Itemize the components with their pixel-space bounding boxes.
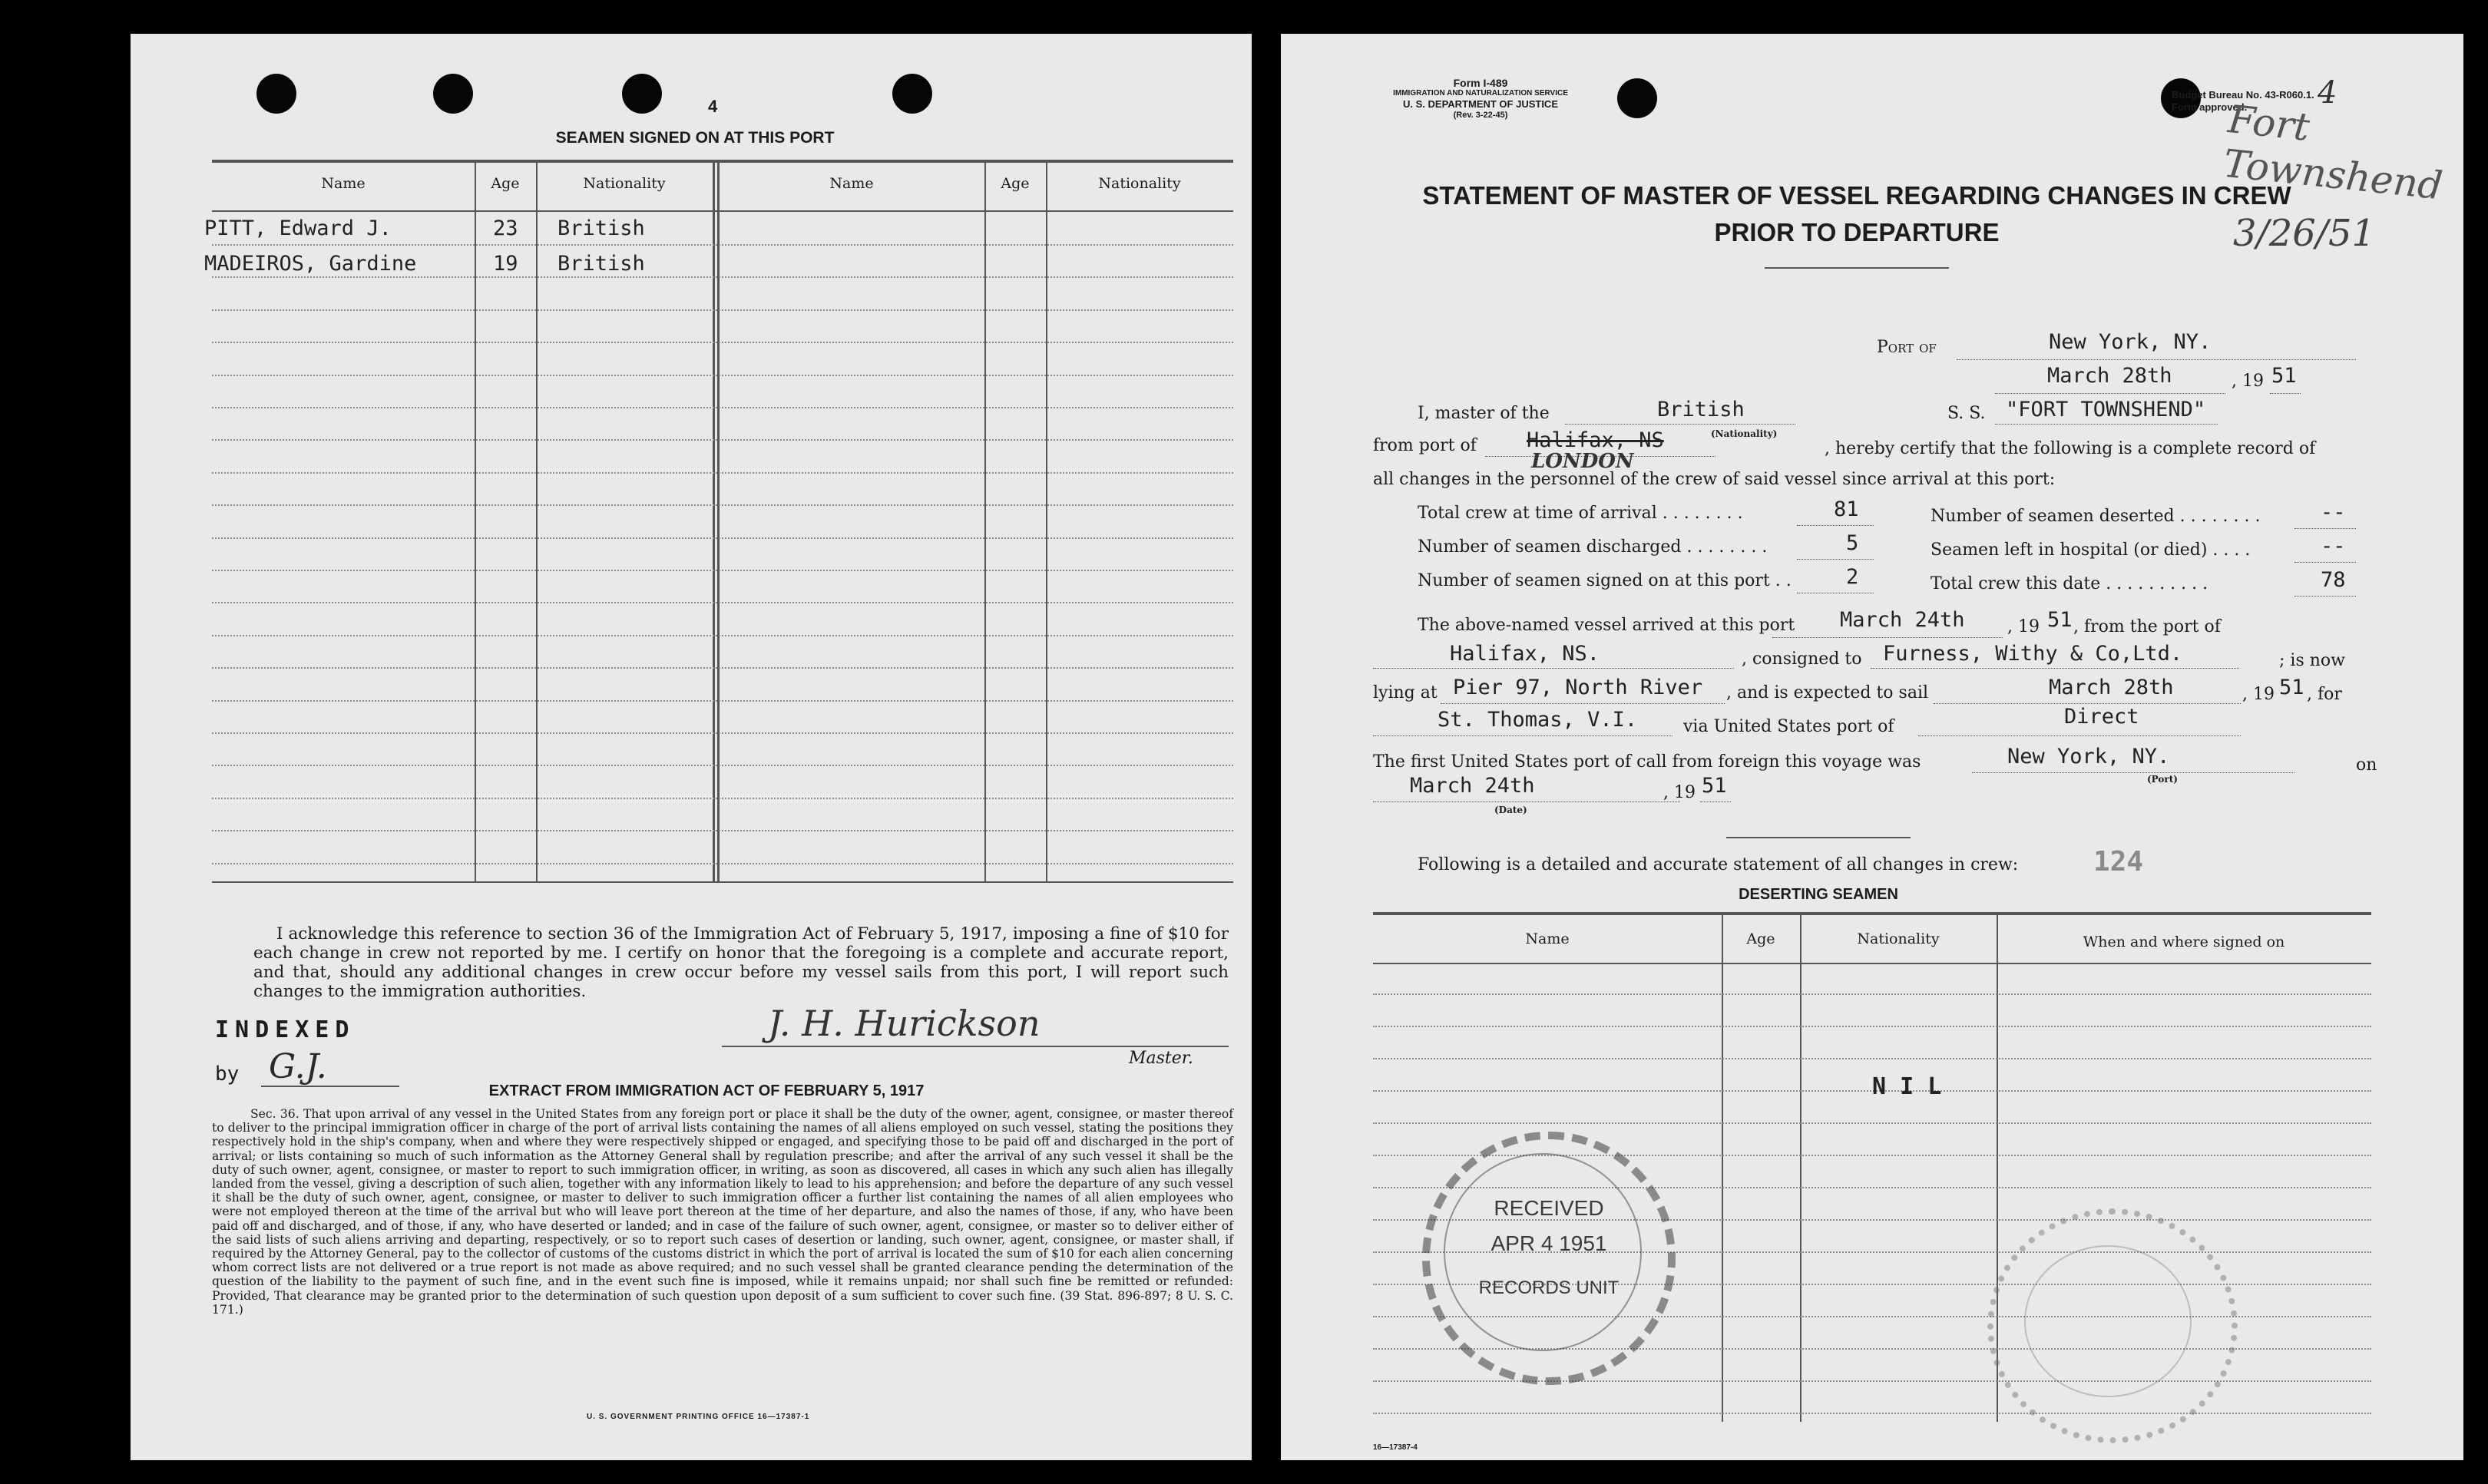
received-stamp-unit: RECORDS UNIT [1478, 1277, 1620, 1298]
signature-line [722, 1046, 1229, 1047]
col-header-name: Name [829, 175, 874, 192]
arrived-date: March 24th [1840, 608, 1965, 632]
row-rule [212, 765, 1233, 766]
section-36-text: Sec. 36. That upon arrival of any vessel in the United States from any foreign port or place it shall be the duty of the owner, agent, consignee, or master thereof to deliver to the principal immigration officer in charge of the port of arrival lists containing the names of all aliens employed on such vessel, stating the positions they respectively hold in the ship's company, when and where they were respectively shipped or engaged, and specifying those to be paid off and discharged in the port of arrival; or lists containing so much of such information as the Attorney General shall by regulation prescribe; and after the arrival of any such vessel it shall be the duty of such owner, agent, consignee, or master to report to such immigration officer, in writing, as soon as discovered, all cases in which any such alien has illegally landed from the vessel, giving a description of such alien, together with any information likely to lead to his apprehension; and before the departure of any such vessel it shall be the duty of such owner, agent, consignee, or master to deliver to such immigration officer a further list containing the names of all alien employees who were not employed thereon at the time of the arrival but who will leave port thereon at the time of her departure, and also the names of those, if any, who have been paid off and discharged, and of those, if any, who have deserted or landed; and in case of the failure of such owner, agent, consignee, or master so to deliver either of the said lists of such aliens arriving and departing, respectively, or so to report such cases of desertion or landing, such owner, agent, consignee, or master shall, if required by the Attorney General, pay to the collector of customs of the customs district in which the port of arrival is located the sum of $10 for each alien concerning whom correct lists are not delivered or a true report is not made as above required; and no such vessel shall be granted clearance pending the determination of the question of the liability to the payment of such fine, and in the event such fine is imposed, while it remains unpaid; nor shall such fine be remitted or refunded: Provided, That clearance may be granted prior to the determination of such question upon deposit of a sum sufficient to cover such fine. (39 Stat. 896-897; 8 U. S. C. 171.) [212, 1107, 1233, 1317]
col-divider [1046, 163, 1047, 881]
first-year-value: 51 [1702, 774, 1727, 798]
extract-title: EXTRACT FROM IMMIGRATION ACT OF FEBRUARY 5, 1917 [488, 1082, 925, 1099]
row-rule [1373, 1026, 2371, 1027]
col-divider [536, 163, 538, 881]
following-label: Following is a detailed and accurate statement of all changes in crew: [1418, 855, 2019, 874]
indexed-underline [261, 1086, 399, 1087]
footer-code: 16—17387-4 [1373, 1443, 1418, 1452]
form-approved: Form approved. [2172, 101, 2248, 113]
sail-date: March 28th [2049, 676, 2174, 699]
punch-hole [433, 74, 473, 114]
on-label: on [2356, 755, 2377, 775]
master-of-label: I, master of the [1418, 404, 1550, 423]
row-rule [212, 667, 1233, 669]
row-rule [212, 537, 1233, 539]
field-line [1995, 424, 2218, 425]
field-line [1441, 703, 1725, 704]
field-line [1972, 772, 2294, 773]
from-the-port-value: Halifax, NS. [1450, 642, 1600, 666]
title-underline [1765, 267, 1949, 269]
col-divider [713, 163, 715, 881]
field-line [1871, 668, 2239, 669]
field-line [1373, 668, 1734, 669]
col-divider [1722, 915, 1723, 1422]
col-header-nationality: Nationality [583, 175, 666, 192]
ss-label: S. S. [1947, 404, 1986, 423]
handwritten-mark: 4 [2318, 75, 2337, 111]
row-rule [212, 375, 1233, 376]
form-title-line-1: STATEMENT OF MASTER OF VESSEL REGARDING CHANGES IN CREW [1422, 181, 2291, 210]
deserting-top-rule [1373, 912, 2371, 915]
agency-line-1: IMMIGRATION AND NATURALIZATION SERVICE [1393, 89, 1568, 98]
via-label: via United States port of [1683, 717, 1894, 736]
stat-discharged-label: Number of seamen discharged . . . . . . . . [1418, 537, 1768, 557]
faded-stamp-inner-ring [2024, 1245, 2192, 1397]
table-bottom-rule [212, 881, 1233, 883]
via-value: Direct [2064, 705, 2139, 729]
col-divider [475, 163, 476, 881]
deserting-col-name: Name [1525, 930, 1570, 947]
col-divider [1800, 915, 1801, 1422]
table-header-rule [212, 210, 1233, 212]
indexed-by-label: by [215, 1063, 240, 1086]
consigned-value: Furness, Withy & Co,Ltd. [1883, 642, 2183, 666]
stat-signed-on-label: Number of seamen signed on at this port . . [1418, 571, 1792, 590]
field-line [1918, 735, 2241, 736]
arrived-year: 51 [2047, 608, 2073, 632]
row-rule [212, 732, 1233, 734]
stat-hospital-label: Seamen left in hospital (or died) . . . . [1931, 540, 2251, 560]
row-rule [212, 830, 1233, 831]
first-date-value: March 24th [1410, 774, 1535, 798]
punch-hole [622, 74, 662, 114]
row-rule [1373, 1058, 2371, 1059]
agency-line-2: U. S. DEPARTMENT OF JUSTICE [1403, 98, 1558, 110]
following-number: 124 [2093, 846, 2144, 878]
from-the-port-label: , from the port of [2073, 617, 2221, 636]
field-line [1934, 703, 2241, 704]
col-header-nationality: Nationality [1098, 175, 1181, 192]
punch-hole [892, 74, 932, 114]
row-rule [212, 276, 1233, 278]
acknowledgement-text: I acknowledge this reference to section 36 of the Immigration Act of February 5, 1917, imposing a fine of $10 for each change in crew not reported by me. I certify on honor that the foregoing is a complete and accurate report, and that, should any additional changes in crew occur before my vessel sails from this port, I will report such changes to the immigration authorities. [253, 924, 1229, 1001]
statement-date: March 28th [2047, 364, 2172, 388]
first-year-prefix: , 19 [1663, 783, 1696, 802]
form-number: Form I-489 [1453, 77, 1508, 89]
row-rule [212, 635, 1233, 636]
nil-entry: N I L [1872, 1073, 1942, 1100]
field-line [2294, 528, 2356, 529]
date-caption: (Date) [1494, 805, 1527, 815]
deserting-col-signed-on: When and where signed on [2083, 934, 2285, 950]
stat-total-crew-date-label: Total crew this date . . . . . . . . . . [1931, 574, 2208, 593]
col-divider [717, 163, 720, 881]
table-row-name: PITT, Edward J. [204, 216, 392, 240]
field-line [1772, 637, 2003, 638]
is-now-label: ; is now [2279, 651, 2345, 670]
received-stamp [1422, 1132, 1676, 1385]
col-divider [984, 163, 986, 881]
from-port-label: from port of [1373, 436, 1477, 455]
row-rule [212, 244, 1233, 246]
stat-hospital-value: -- [2321, 534, 2346, 558]
budget-bureau: Budget Bureau No. 43-R060.1. [2172, 89, 2314, 101]
first-port-value: New York, NY. [2007, 745, 2170, 768]
row-rule [212, 570, 1233, 571]
destination-value: St. Thomas, V.I. [1438, 708, 1638, 732]
indexed-stamp: INDEXED [215, 1016, 356, 1043]
lying-at-value: Pier 97, North River [1453, 676, 1703, 699]
arrived-label: The above-named vessel arrived at this port [1418, 616, 1795, 635]
row-rule [212, 863, 1233, 864]
table-top-rule [212, 160, 1233, 163]
field-line [1565, 424, 1795, 425]
table-row-nationality: British [557, 252, 645, 276]
row-rule [212, 309, 1233, 311]
lying-at-label: lying at [1373, 683, 1438, 702]
indexed-by-initials: G.J. [269, 1047, 327, 1086]
row-rule [212, 342, 1233, 343]
form-title-line-2: PRIOR TO DEPARTURE [1714, 218, 2000, 246]
field-line [1995, 393, 2225, 394]
from-port-struck: Halifax, NS [1527, 428, 1664, 452]
port-of-value: New York, NY. [2049, 330, 2212, 354]
col-header-name: Name [321, 175, 366, 192]
row-rule [212, 504, 1233, 506]
left-page [131, 34, 1252, 1460]
deserting-col-age: Age [1746, 930, 1775, 947]
row-rule [212, 472, 1233, 474]
stat-deserted-value: -- [2321, 501, 2346, 524]
field-line [1373, 735, 1672, 736]
page-number: 4 [708, 97, 718, 116]
table-row-age: 23 [493, 216, 518, 240]
field-line [2294, 562, 2356, 563]
received-stamp-date: APR 4 1951 [1490, 1231, 1607, 1255]
row-rule [212, 407, 1233, 408]
nationality-caption: (Nationality) [1711, 428, 1778, 439]
handwritten-ship-note: Fort Townshend [2221, 97, 2445, 209]
punch-hole [256, 74, 296, 114]
field-line [1373, 801, 1680, 802]
for-label: , for [2307, 685, 2342, 704]
stat-deserted-label: Number of seamen deserted . . . . . . . . [1931, 507, 2261, 526]
port-caption: (Port) [2147, 774, 2178, 785]
certify-text: , hereby certify that the following is a complete record of [1825, 439, 2316, 458]
faded-stamp [1987, 1208, 2238, 1443]
row-rule [1373, 1122, 2371, 1124]
row-rule [212, 798, 1233, 799]
stat-total-crew-arrival-label: Total crew at time of arrival . . . . . . . . [1418, 504, 1743, 523]
deserting-title: DESERTING SEAMEN [1739, 886, 1898, 903]
field-line [1797, 559, 1874, 560]
port-of-label: Port of [1877, 338, 1937, 357]
statement-year: 51 [2271, 364, 2297, 388]
statement-year-prefix: , 19 [2232, 372, 2264, 391]
received-stamp-text: RECEIVED [1494, 1196, 1604, 1220]
row-rule [1373, 1413, 2371, 1414]
table-row-name: MADEIROS, Gardine [204, 252, 417, 276]
printing-office: U. S. GOVERNMENT PRINTING OFFICE 16—17387-1 [587, 1413, 810, 1421]
row-rule [1373, 993, 2371, 995]
section-title: SEAMEN SIGNED ON AT THIS PORT [555, 129, 835, 147]
table-row-age: 19 [493, 252, 518, 276]
deserting-col-nationality: Nationality [1857, 930, 1940, 947]
stat-discharged-value: 5 [1846, 531, 1859, 555]
consigned-label: , consigned to [1742, 649, 1862, 669]
deserting-header-rule [1373, 963, 2371, 964]
handwritten-date: 3/26/51 [2233, 212, 2376, 255]
row-rule [212, 700, 1233, 702]
master-signature: J. H. Hurickson [768, 1003, 1041, 1044]
right-page [1281, 34, 2463, 1460]
field-line [2294, 596, 2356, 597]
from-port-handwritten: LONDON [1531, 450, 1634, 473]
row-rule [212, 439, 1233, 441]
stat-total-crew-date-value: 78 [2321, 568, 2346, 592]
expected-label: , and is expected to sail [1726, 683, 1929, 702]
col-header-age: Age [491, 175, 520, 192]
field-line [2270, 393, 2301, 394]
ship-name: "FORT TOWNSHEND" [2006, 398, 2206, 421]
form-revision: (Rev. 3-22-45) [1453, 111, 1508, 120]
field-line [1957, 359, 2356, 360]
field-line [1797, 525, 1874, 526]
arrived-year-prefix: , 19 [2007, 617, 2040, 636]
sail-year: 51 [2279, 676, 2304, 699]
field-line [1700, 801, 1731, 802]
first-port-label: The first United States port of call from foreign this voyage was [1373, 752, 1921, 772]
stat-total-crew-arrival-value: 81 [1834, 497, 1859, 521]
stat-signed-on-value: 2 [1846, 565, 1859, 589]
table-row-nationality: British [557, 216, 645, 240]
col-header-age: Age [1001, 175, 1030, 192]
vessel-nationality: British [1657, 398, 1745, 421]
master-label: Master. [1129, 1049, 1193, 1068]
sail-year-prefix: , 19 [2242, 685, 2275, 704]
row-rule [212, 602, 1233, 603]
certify-text-2: all changes in the personnel of the crew of said vessel since arrival at this port: [1373, 470, 2056, 489]
section-divider [1726, 837, 1911, 838]
